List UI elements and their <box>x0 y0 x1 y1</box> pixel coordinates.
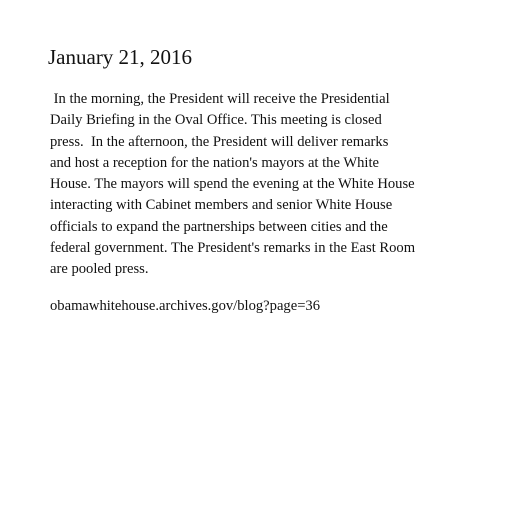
body-line: federal government. The President's remarks in the East Room <box>50 240 416 257</box>
body-line: officials to expand the partnerships between cities and the <box>50 218 388 235</box>
body-line: and host a reception for the nation's mayors at the White <box>50 154 380 171</box>
body-line: In the morning, the President will receive the Presidential <box>50 91 390 107</box>
source-url: obamawhitehouse.archives.gov/blog?page=36 <box>50 298 321 314</box>
body-line: interacting with Cabinet members and senior White House <box>50 197 393 214</box>
document-date: January 21, 2016 <box>48 45 193 69</box>
body-line: Daily Briefing in the Oval Office. This meeting is closed <box>50 112 382 129</box>
document-body <box>50 89 490 281</box>
body-line: House. The mayors will spend the evening at the White House <box>50 176 415 193</box>
body-line: are pooled press. <box>50 261 149 278</box>
body-line: press. In the afternoon, the President will deliver remarks <box>50 133 389 150</box>
